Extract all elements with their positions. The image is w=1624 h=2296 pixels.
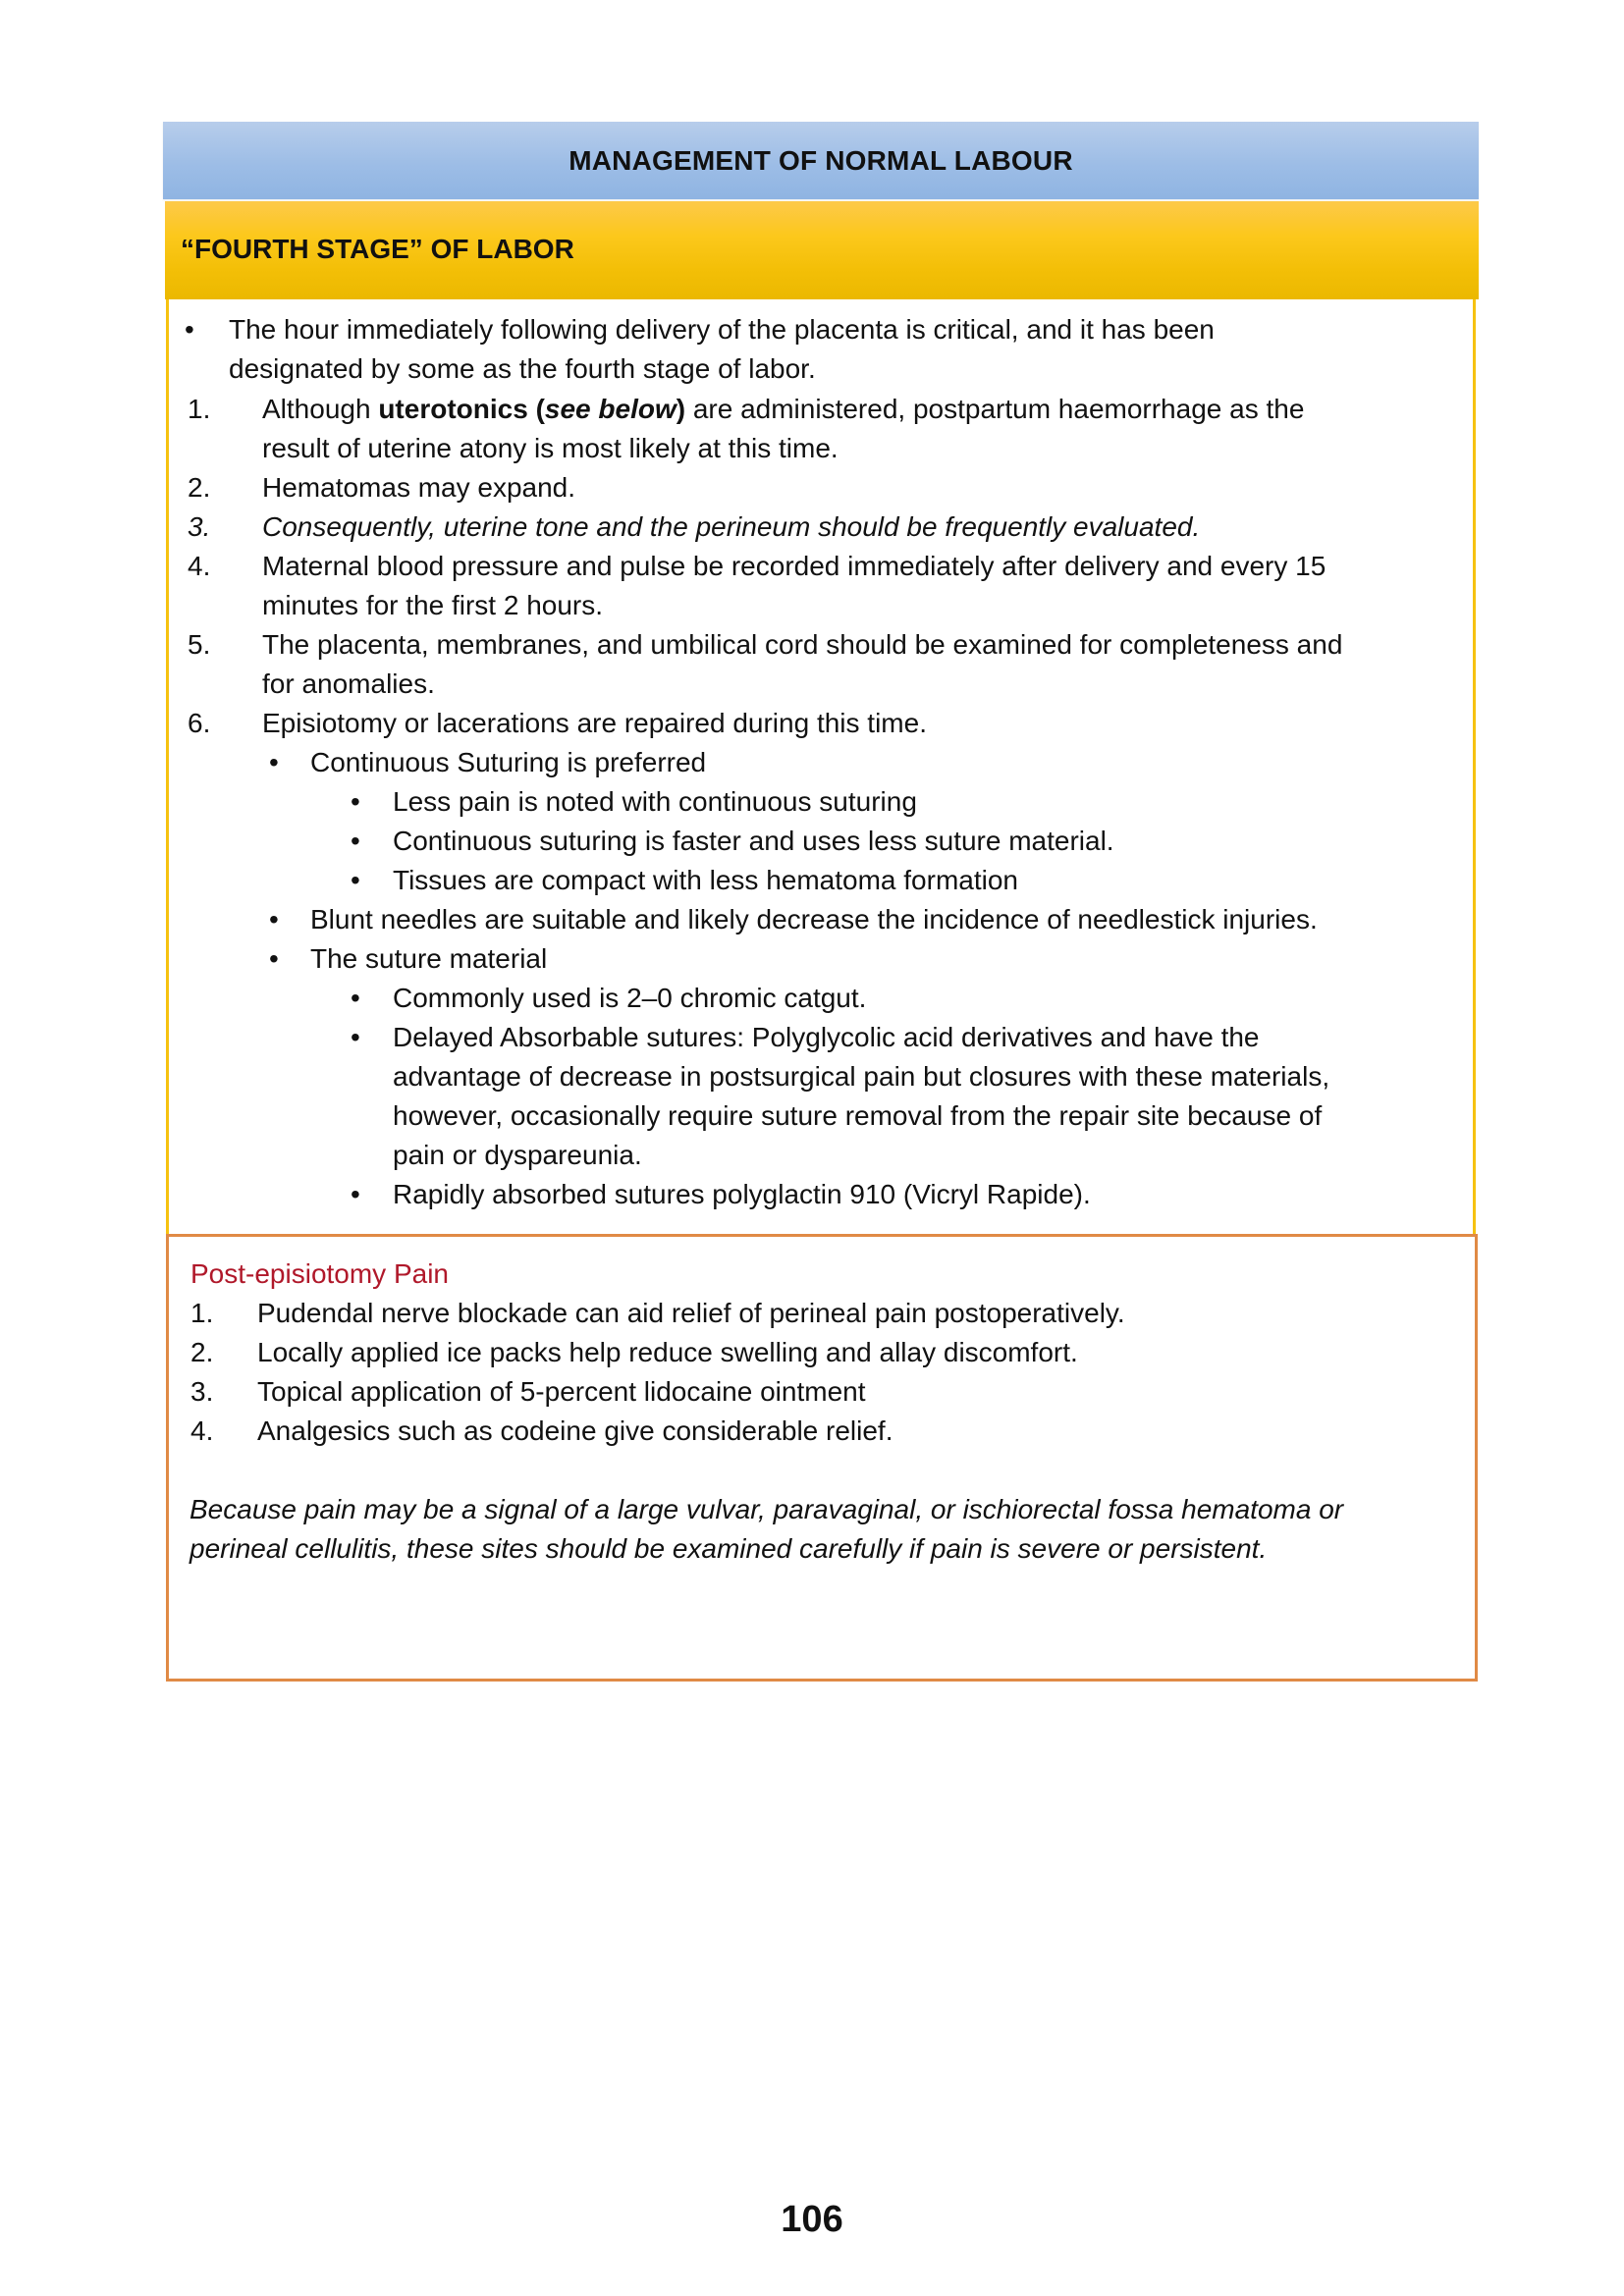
suturing-point: Less pain is noted with continuous suturing bbox=[393, 786, 917, 817]
list-item-1-line-1 bbox=[262, 390, 1304, 429]
section-title: “FOURTH STAGE” OF LABOR bbox=[181, 234, 574, 264]
list-item-6: Episiotomy or lacerations are repaired during this time. bbox=[262, 708, 927, 738]
list-item-1-line-2: result of uterine atony is most likely at this time. bbox=[262, 433, 839, 463]
list-item-5-line-1: The placenta, membranes, and umbilical cord should be examined for completeness and bbox=[262, 629, 1343, 660]
pain-note-line-1: Because pain may be a signal of a large vulvar, paravaginal, or ischiorectal fossa hematoma or bbox=[189, 1494, 1344, 1524]
pain-note-line-2: perineal cellulitis, these sites should be examined carefully if pain is severe or persistent. bbox=[189, 1533, 1268, 1564]
suturing-heading: Continuous Suturing is preferred bbox=[310, 747, 707, 777]
suture-material-point-line-4: pain or dyspareunia. bbox=[393, 1140, 642, 1170]
see-below-reference: see below bbox=[544, 394, 677, 424]
suturing-point: Tissues are compact with less hematoma formation bbox=[393, 865, 1018, 895]
list-number: 4. bbox=[190, 1415, 214, 1446]
pain-list-item: Analgesics such as codeine give considerable relief. bbox=[257, 1415, 893, 1446]
pain-list-item: Topical application of 5-percent lidocaine ointment bbox=[257, 1376, 866, 1407]
list-item-2: Hematomas may expand. bbox=[262, 472, 576, 503]
bullet-icon: • bbox=[351, 786, 360, 817]
list-item-5-line-2: for anomalies. bbox=[262, 668, 435, 699]
list-number: 1. bbox=[190, 1298, 214, 1328]
suture-material-heading: The suture material bbox=[310, 943, 548, 974]
bullet-icon: • bbox=[351, 1179, 360, 1209]
list-number: 2. bbox=[190, 1337, 214, 1367]
suture-material-point: Commonly used is 2–0 chromic catgut. bbox=[393, 983, 867, 1013]
list-number: 3. bbox=[190, 1376, 214, 1407]
list-number: 3. bbox=[188, 511, 211, 542]
bullet-icon: • bbox=[269, 747, 279, 777]
list-number: 6. bbox=[188, 708, 211, 738]
bullet-icon: • bbox=[269, 943, 279, 974]
bullet-icon: • bbox=[351, 826, 360, 856]
list-item-4-line-1: Maternal blood pressure and pulse be recorded immediately after delivery and every 15 bbox=[262, 551, 1326, 581]
section-title-bar bbox=[165, 201, 1479, 299]
bullet-icon: • bbox=[351, 983, 360, 1013]
suture-material-point-line-1: Delayed Absorbable sutures: Polyglycolic acid derivatives and have the bbox=[393, 1022, 1260, 1052]
suturing-point: Continuous suturing is faster and uses less suture material. bbox=[393, 826, 1114, 856]
uterotonics-term: uterotonics ( bbox=[378, 394, 545, 424]
pain-list-item: Locally applied ice packs help reduce swelling and allay discomfort. bbox=[257, 1337, 1078, 1367]
chapter-title: MANAGEMENT OF NORMAL LABOUR bbox=[568, 144, 1073, 176]
suture-material-point: Rapidly absorbed sutures polyglactin 910 (Vicryl Rapide). bbox=[393, 1179, 1091, 1209]
list-number: 4. bbox=[188, 551, 211, 581]
intro-text-line-2: designated by some as the fourth stage of labor. bbox=[229, 353, 816, 384]
bullet-icon: • bbox=[269, 904, 279, 934]
suture-material-point-line-3: however, occasionally require suture removal from the repair site because of bbox=[393, 1100, 1323, 1131]
uterotonics-close-paren: ) bbox=[676, 394, 686, 424]
list-item-3: Consequently, uterine tone and the perineum should be frequently evaluated. bbox=[262, 511, 1201, 542]
intro-text-line-1: The hour immediately following delivery of the placenta is critical, and it has been bbox=[229, 314, 1215, 345]
bullet-icon: • bbox=[185, 314, 194, 345]
list-item-1-text-pre: Although bbox=[262, 394, 379, 424]
pain-list-item: Pudendal nerve blockade can aid relief of perineal pain postoperatively. bbox=[257, 1298, 1125, 1328]
page-number: 106 bbox=[781, 2199, 843, 2240]
bullet-icon: • bbox=[351, 1022, 360, 1052]
list-number: 5. bbox=[188, 629, 211, 660]
list-number: 1. bbox=[188, 394, 211, 424]
bullet-icon: • bbox=[351, 865, 360, 895]
blunt-needles-text: Blunt needles are suitable and likely decrease the incidence of needlestick injuries. bbox=[310, 904, 1318, 934]
list-item-1-text-post: are administered, postpartum haemorrhage as the bbox=[685, 394, 1305, 424]
suture-material-point-line-2: advantage of decrease in postsurgical pain but closures with these materials, bbox=[393, 1061, 1330, 1092]
list-item-4-line-2: minutes for the first 2 hours. bbox=[262, 590, 604, 620]
list-number: 2. bbox=[188, 472, 211, 503]
pain-section-heading: Post-episiotomy Pain bbox=[190, 1258, 450, 1289]
chapter-title-bar bbox=[163, 122, 1479, 199]
